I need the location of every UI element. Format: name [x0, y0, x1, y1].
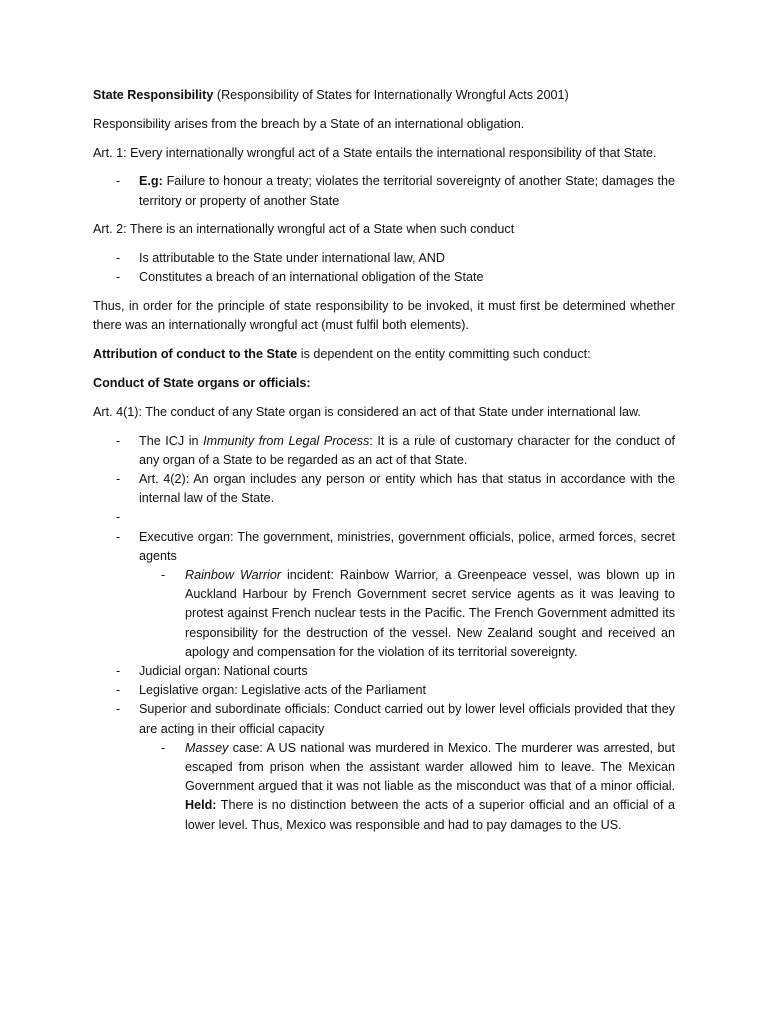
list-item — [139, 172, 675, 210]
executive-sublist — [139, 566, 675, 662]
list-gap — [139, 508, 675, 527]
section-heading — [93, 374, 675, 393]
list-item: - Judicial organ: National courts — [139, 662, 675, 681]
list-item: - Constitutes a breach of an international obligation of the State — [139, 268, 675, 287]
superior-sublist — [139, 739, 675, 835]
list-item: - Legislative organ: Legislative acts of the Parliament — [139, 681, 675, 700]
massey-case: Massey — [185, 740, 229, 755]
example-list — [93, 172, 675, 210]
paragraph-art41: Art. 4(1): The conduct of any State organ is considered an act of that State under international law. — [93, 404, 641, 419]
list-item — [185, 739, 675, 835]
attribution-rest: is dependent on the entity committing such conduct: — [297, 347, 591, 362]
superior-text: Superior and subordinate officials: Conduct carried out by lower level officials provided that they are acting in their official capacity — [139, 702, 675, 736]
rainbow-warrior-text: incident: Rainbow Warrior, a Greenpeace vessel, was blown up in Auckland Harbour by French Government secret service agents as it was leaving to protest against French nuclear tests in the Pacific. The French Government admitted its responsibility for the destruction of the vessel. New Zealand sought and received an apology and compensation for the violation of its territorial sovereignty. — [185, 567, 675, 659]
title-rest: (Responsibility of States for Internationally Wrongful Acts 2001) — [213, 88, 569, 102]
organ-list — [93, 432, 675, 835]
list-item: - Art. 4(2): An organ includes any person or entity which has that status in accordance with the internal law of the State. — [139, 470, 675, 508]
eg-label: E.g: — [139, 174, 163, 189]
title-bold: State Responsibility — [93, 88, 214, 102]
document-page — [93, 86, 675, 844]
held-text: There is no distinction between the acts of a superior official and an official of a lower level. Thus, Mexico was responsible and had to pay damages to the US. — [185, 798, 675, 832]
organs-heading: Conduct of State organs or officials: — [93, 375, 311, 390]
eg-text: Failure to honour a treaty; violates the territorial sovereignty of another State; damages the territory or property of another State — [139, 174, 675, 208]
document-title — [93, 86, 675, 105]
list-item — [139, 528, 675, 662]
paragraph-art1: Art. 1: Every internationally wrongful act of a State entails the international responsibility of that State. — [93, 145, 657, 160]
art2-list — [93, 249, 675, 287]
icj-pre: The ICJ in — [139, 433, 204, 448]
paragraph-art2: Art. 2: There is an internationally wrongful act of a State when such conduct — [93, 222, 515, 237]
attribution-bold: Attribution of conduct to the State — [93, 347, 298, 362]
list-item — [139, 432, 675, 470]
paragraph-thus: Thus, in order for the principle of state responsibility to be invoked, it must first be determined whether there was an internationally wrongful act (must fulfil both elements). — [93, 299, 675, 333]
icj-case: Immunity from Legal Process — [203, 433, 370, 448]
list-item — [185, 566, 675, 662]
paragraph-attribution — [93, 345, 675, 364]
held-label: Held: — [185, 798, 217, 813]
list-item — [139, 700, 675, 834]
paragraph-arises: Responsibility arises from the breach by a State of an international obligation. — [93, 116, 525, 131]
massey-text: case: A US national was murdered in Mexico. The murderer was arrested, but escaped from prison when the assistant warder allowed him to leave. The Mexican Government argued that it was not liable as the misconduct was that of a minor official. — [185, 740, 675, 794]
rainbow-warrior-case: Rainbow Warrior — [185, 567, 282, 582]
executive-text: Executive organ: The government, ministries, government officials, police, armed forces, secret agents — [139, 529, 675, 563]
list-item: - Is attributable to the State under international law, AND — [139, 249, 675, 268]
icj-post: : It is a rule of customary character for the conduct of any organ of a State to be regarded as an act of that State. — [139, 433, 675, 467]
